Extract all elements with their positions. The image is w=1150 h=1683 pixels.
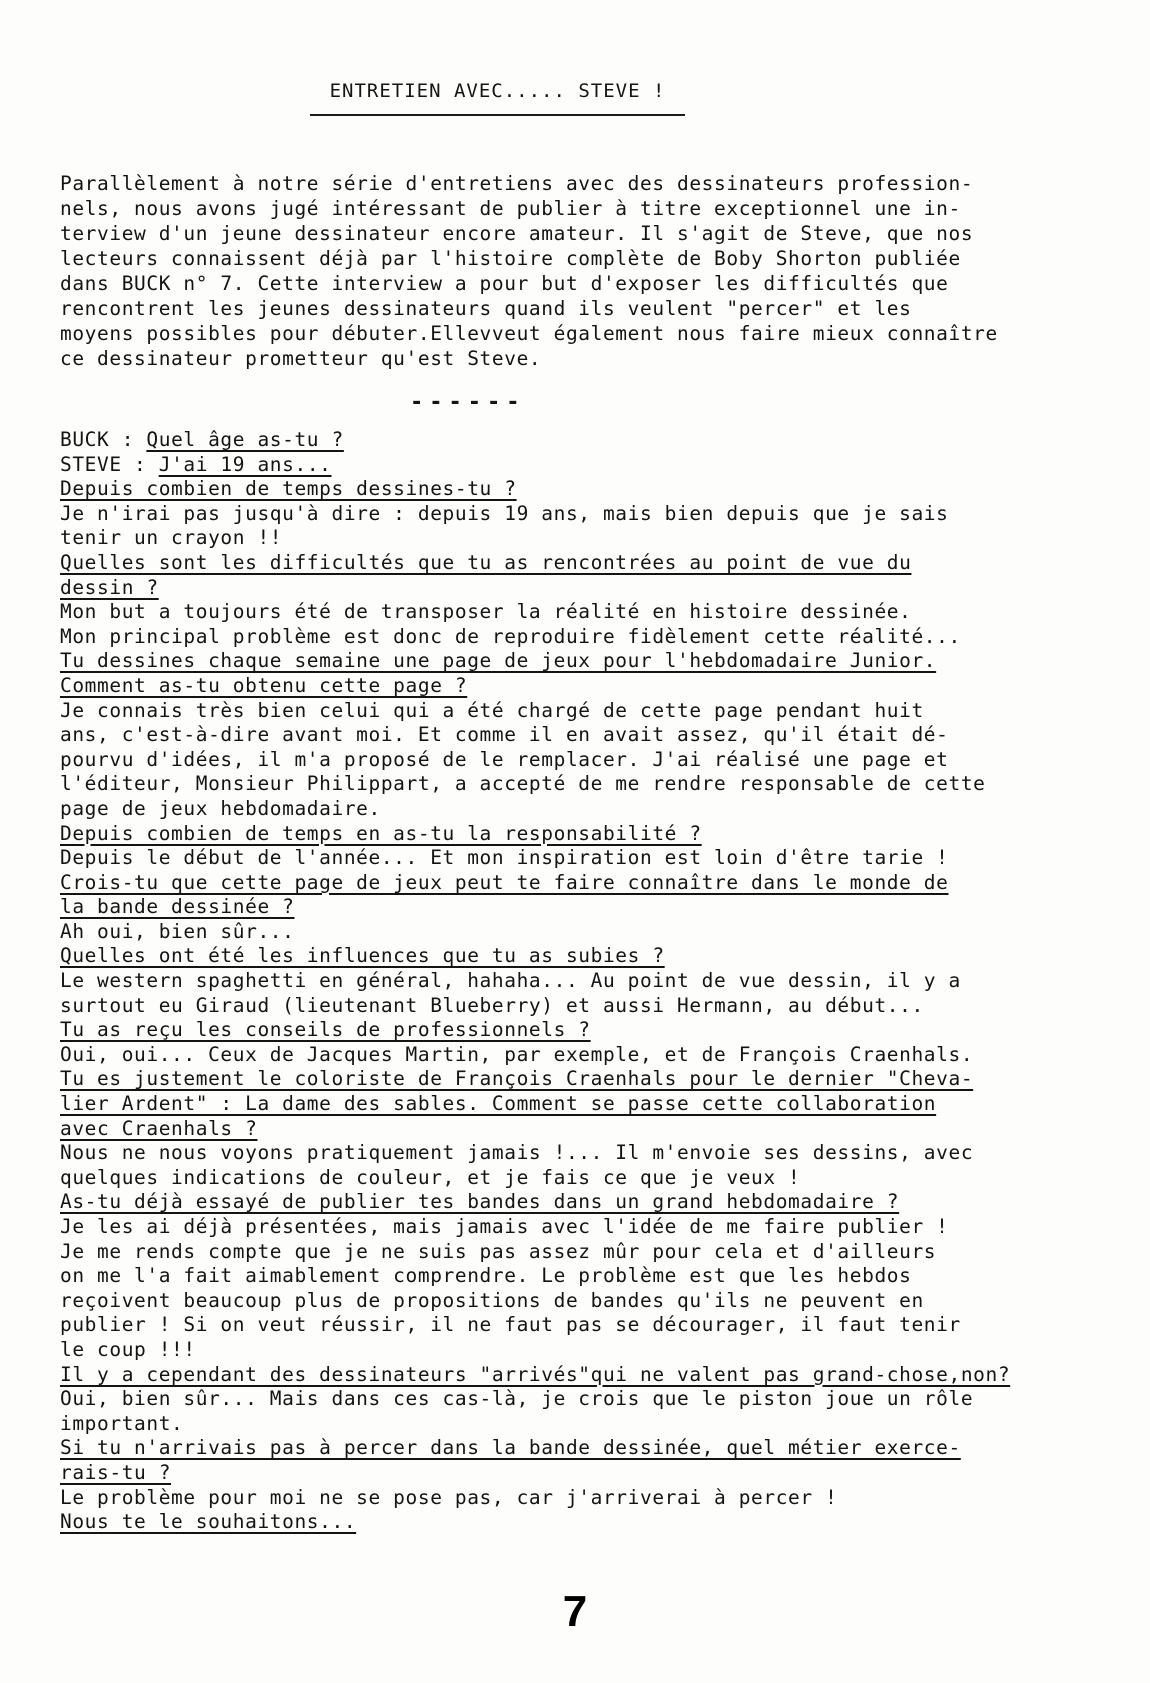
question-text: Depuis combien de temps dessines-tu ? — [60, 477, 517, 501]
answer-line — [60, 600, 1120, 625]
answer-line — [60, 1215, 1120, 1240]
intro-line: nels, nous avons jugé intéressant de publier à titre exceptionnel une in- — [60, 197, 961, 220]
question-line — [60, 477, 1120, 502]
answer-text: Le western spaghetti en général, hahaha... Au point de vue dessin, il y a — [60, 969, 961, 993]
answer-text: Le problème pour moi ne se pose pas, car j'arriverai à percer ! — [60, 1485, 838, 1509]
intro-line: dans BUCK n° 7. Cette interview a pour but d'exposer les difficultés que — [60, 272, 949, 295]
question-line — [60, 944, 1120, 969]
question-line — [60, 1510, 1120, 1535]
question-line — [60, 1190, 1120, 1215]
question-text: Nous te le souhaitons... — [60, 1510, 357, 1534]
answer-line — [60, 1141, 1120, 1166]
answer-line — [60, 969, 1120, 994]
question-text: Tu es justement le coloriste de François Craenhals pour le dernier "Cheva- — [60, 1067, 974, 1091]
answer-text: surtout eu Giraud (lieutenant Blueberry) et aussi Hermann, au début... — [60, 993, 924, 1017]
answer-text: page de jeux hebdomadaire. — [60, 796, 381, 820]
answer-line — [60, 526, 1120, 551]
article-header — [310, 80, 685, 116]
answer-line — [60, 1338, 1120, 1363]
intro-paragraph — [60, 171, 1090, 371]
answer-line — [60, 920, 1120, 945]
intro-line: moyens possibles pour débuter.Ellevveut également nous faire mieux connaître — [60, 322, 998, 345]
answer-line — [60, 1264, 1120, 1289]
question-line — [60, 1018, 1120, 1043]
answer-text: on me l'a fait aimablement comprendre. Le problème est que les hebdos — [60, 1264, 912, 1288]
question-line — [60, 428, 1120, 453]
answer-text: Oui, bien sûr... Mais dans ces cas-là, je crois que le piston joue un rôle — [60, 1387, 974, 1411]
answer-line — [60, 1289, 1120, 1314]
question-text: Depuis combien de temps en as-tu la responsabilité ? — [60, 821, 702, 845]
speaker-label: BUCK : — [60, 428, 147, 451]
answer-text: Mon principal problème est donc de reproduire fidèlement cette réalité... — [60, 624, 961, 648]
answer-line — [60, 1412, 1120, 1437]
question-text: lier Ardent" : La dame des sables. Comment se passe cette collaboration — [60, 1092, 937, 1116]
question-text: Tu as reçu les conseils de professionnels ? — [60, 1018, 591, 1042]
question-text: la bande dessinée ? — [60, 895, 295, 919]
answer-text: Nous ne nous voyons pratiquement jamais !... Il m'envoie ses dessins, avec — [60, 1141, 974, 1165]
question-text: Il y a cependant des dessinateurs "arrivés"qui ne valent pas grand-chose,non? — [60, 1362, 1011, 1386]
question-line — [60, 576, 1120, 601]
answer-text: ans, c'est-à-dire avant moi. Et comme il en avait assez, qu'il était dé- — [60, 723, 949, 747]
answer-line — [60, 748, 1120, 773]
answer-text: Depuis le début de l'année... Et mon inspiration est loin d'être tarie ! — [60, 846, 949, 870]
intro-line: Parallèlement à notre série d'entretiens avec des dessinateurs profession- — [60, 172, 974, 195]
answer-line — [60, 1387, 1120, 1412]
answer-text: reçoivent beaucoup plus de propositions de bandes qu'ils ne peuvent en — [60, 1288, 924, 1312]
question-text: Quelles ont été les influences que tu as subies ? — [60, 944, 665, 968]
question-text: Quel âge as-tu ? — [146, 428, 344, 451]
question-line — [60, 1363, 1120, 1388]
answer-text: Je n'irai pas jusqu'à dire : depuis 19 ans, mais bien depuis que je sais — [60, 501, 949, 525]
question-line — [60, 1067, 1120, 1092]
answer-text: Mon but a toujours été de transposer la réalité en histoire dessinée. — [60, 600, 912, 624]
question-text: Si tu n'arrivais pas à percer dans la bande dessinée, quel métier exerce- — [60, 1436, 961, 1460]
page-number: 7 — [562, 1587, 588, 1636]
answer-line — [60, 502, 1120, 527]
answer-text: le coup !!! — [60, 1337, 196, 1361]
question-text: avec Craenhals ? — [60, 1116, 258, 1140]
intro-line: lecteurs connaissent déjà par l'histoire complète de Boby Shorton publiée — [60, 247, 961, 270]
question-text: dessin ? — [60, 575, 159, 599]
question-line — [60, 871, 1120, 896]
intro-line: terview d'un jeune dessinateur encore amateur. Il s'agit de Steve, que nos — [60, 222, 974, 245]
question-line — [60, 674, 1120, 699]
answer-line — [60, 625, 1120, 650]
question-text: Comment as-tu obtenu cette page ? — [60, 673, 468, 697]
answer-text: Je connais très bien celui qui a été chargé de cette page pendant huit — [60, 698, 924, 722]
question-line — [60, 1436, 1120, 1461]
question-text: Crois-tu que cette page de jeux peut te faire connaître dans le monde de — [60, 870, 949, 894]
answer-line — [60, 1166, 1120, 1191]
answer-text: publier ! Si on veut réussir, il ne faut pas se décourager, il faut tenir — [60, 1313, 961, 1337]
question-line — [60, 1092, 1120, 1117]
answer-line — [60, 1043, 1120, 1068]
question-line — [60, 649, 1120, 674]
question-text: As-tu déjà essayé de publier tes bandes dans un grand hebdomadaire ? — [60, 1190, 900, 1214]
answer-text: important. — [60, 1411, 184, 1435]
answer-text: Je me rends compte que je ne suis pas assez mûr pour cela et d'ailleurs — [60, 1239, 937, 1263]
answer-line — [60, 699, 1120, 724]
section-separator: ------ — [410, 390, 526, 415]
question-text: Tu dessines chaque semaine une page de jeux pour l'hebdomadaire Junior. — [60, 649, 937, 673]
answer-line — [60, 723, 1120, 748]
answer-line — [60, 846, 1120, 871]
intro-line: ce dessinateur prometteur qu'est Steve. — [60, 347, 542, 370]
question-text: Quelles sont les difficultés que tu as rencontrées au point de vue du — [60, 550, 912, 574]
question-line — [60, 1461, 1120, 1486]
title-underline — [310, 114, 685, 116]
article-title: ENTRETIEN AVEC..... STEVE ! — [329, 80, 666, 102]
answer-text: quelques indications de couleur, et je fais ce que je veux ! — [60, 1165, 801, 1189]
answer-line — [60, 994, 1120, 1019]
answer-line — [60, 1486, 1120, 1511]
answer-line — [60, 1313, 1120, 1338]
speaker-label: STEVE : — [60, 452, 159, 476]
answer-text: Ah oui, bien sûr... — [60, 919, 295, 943]
answer-line — [60, 1240, 1120, 1265]
interview-body — [60, 428, 1120, 1535]
question-line — [60, 453, 1120, 478]
question-text: J'ai 19 ans... — [158, 452, 332, 476]
question-line — [60, 895, 1120, 920]
question-line — [60, 822, 1120, 847]
intro-line: rencontrent les jeunes dessinateurs quand ils veulent "percer" et les — [60, 297, 912, 320]
answer-line — [60, 772, 1120, 797]
question-line — [60, 1117, 1120, 1142]
answer-text: l'éditeur, Monsieur Philippart, a accepté de me rendre responsable de cette — [60, 772, 986, 796]
answer-text: tenir un crayon !! — [60, 526, 283, 550]
answer-text: Oui, oui... Ceux de Jacques Martin, par exemple, et de François Craenhals. — [60, 1042, 974, 1066]
answer-text: pourvu d'idées, il m'a proposé de le remplacer. J'ai réalisé une page et — [60, 747, 949, 771]
answer-line — [60, 797, 1120, 822]
question-line — [60, 551, 1120, 576]
question-text: rais-tu ? — [60, 1460, 172, 1484]
answer-text: Je les ai déjà présentées, mais jamais avec l'idée de me faire publier ! — [60, 1215, 949, 1238]
